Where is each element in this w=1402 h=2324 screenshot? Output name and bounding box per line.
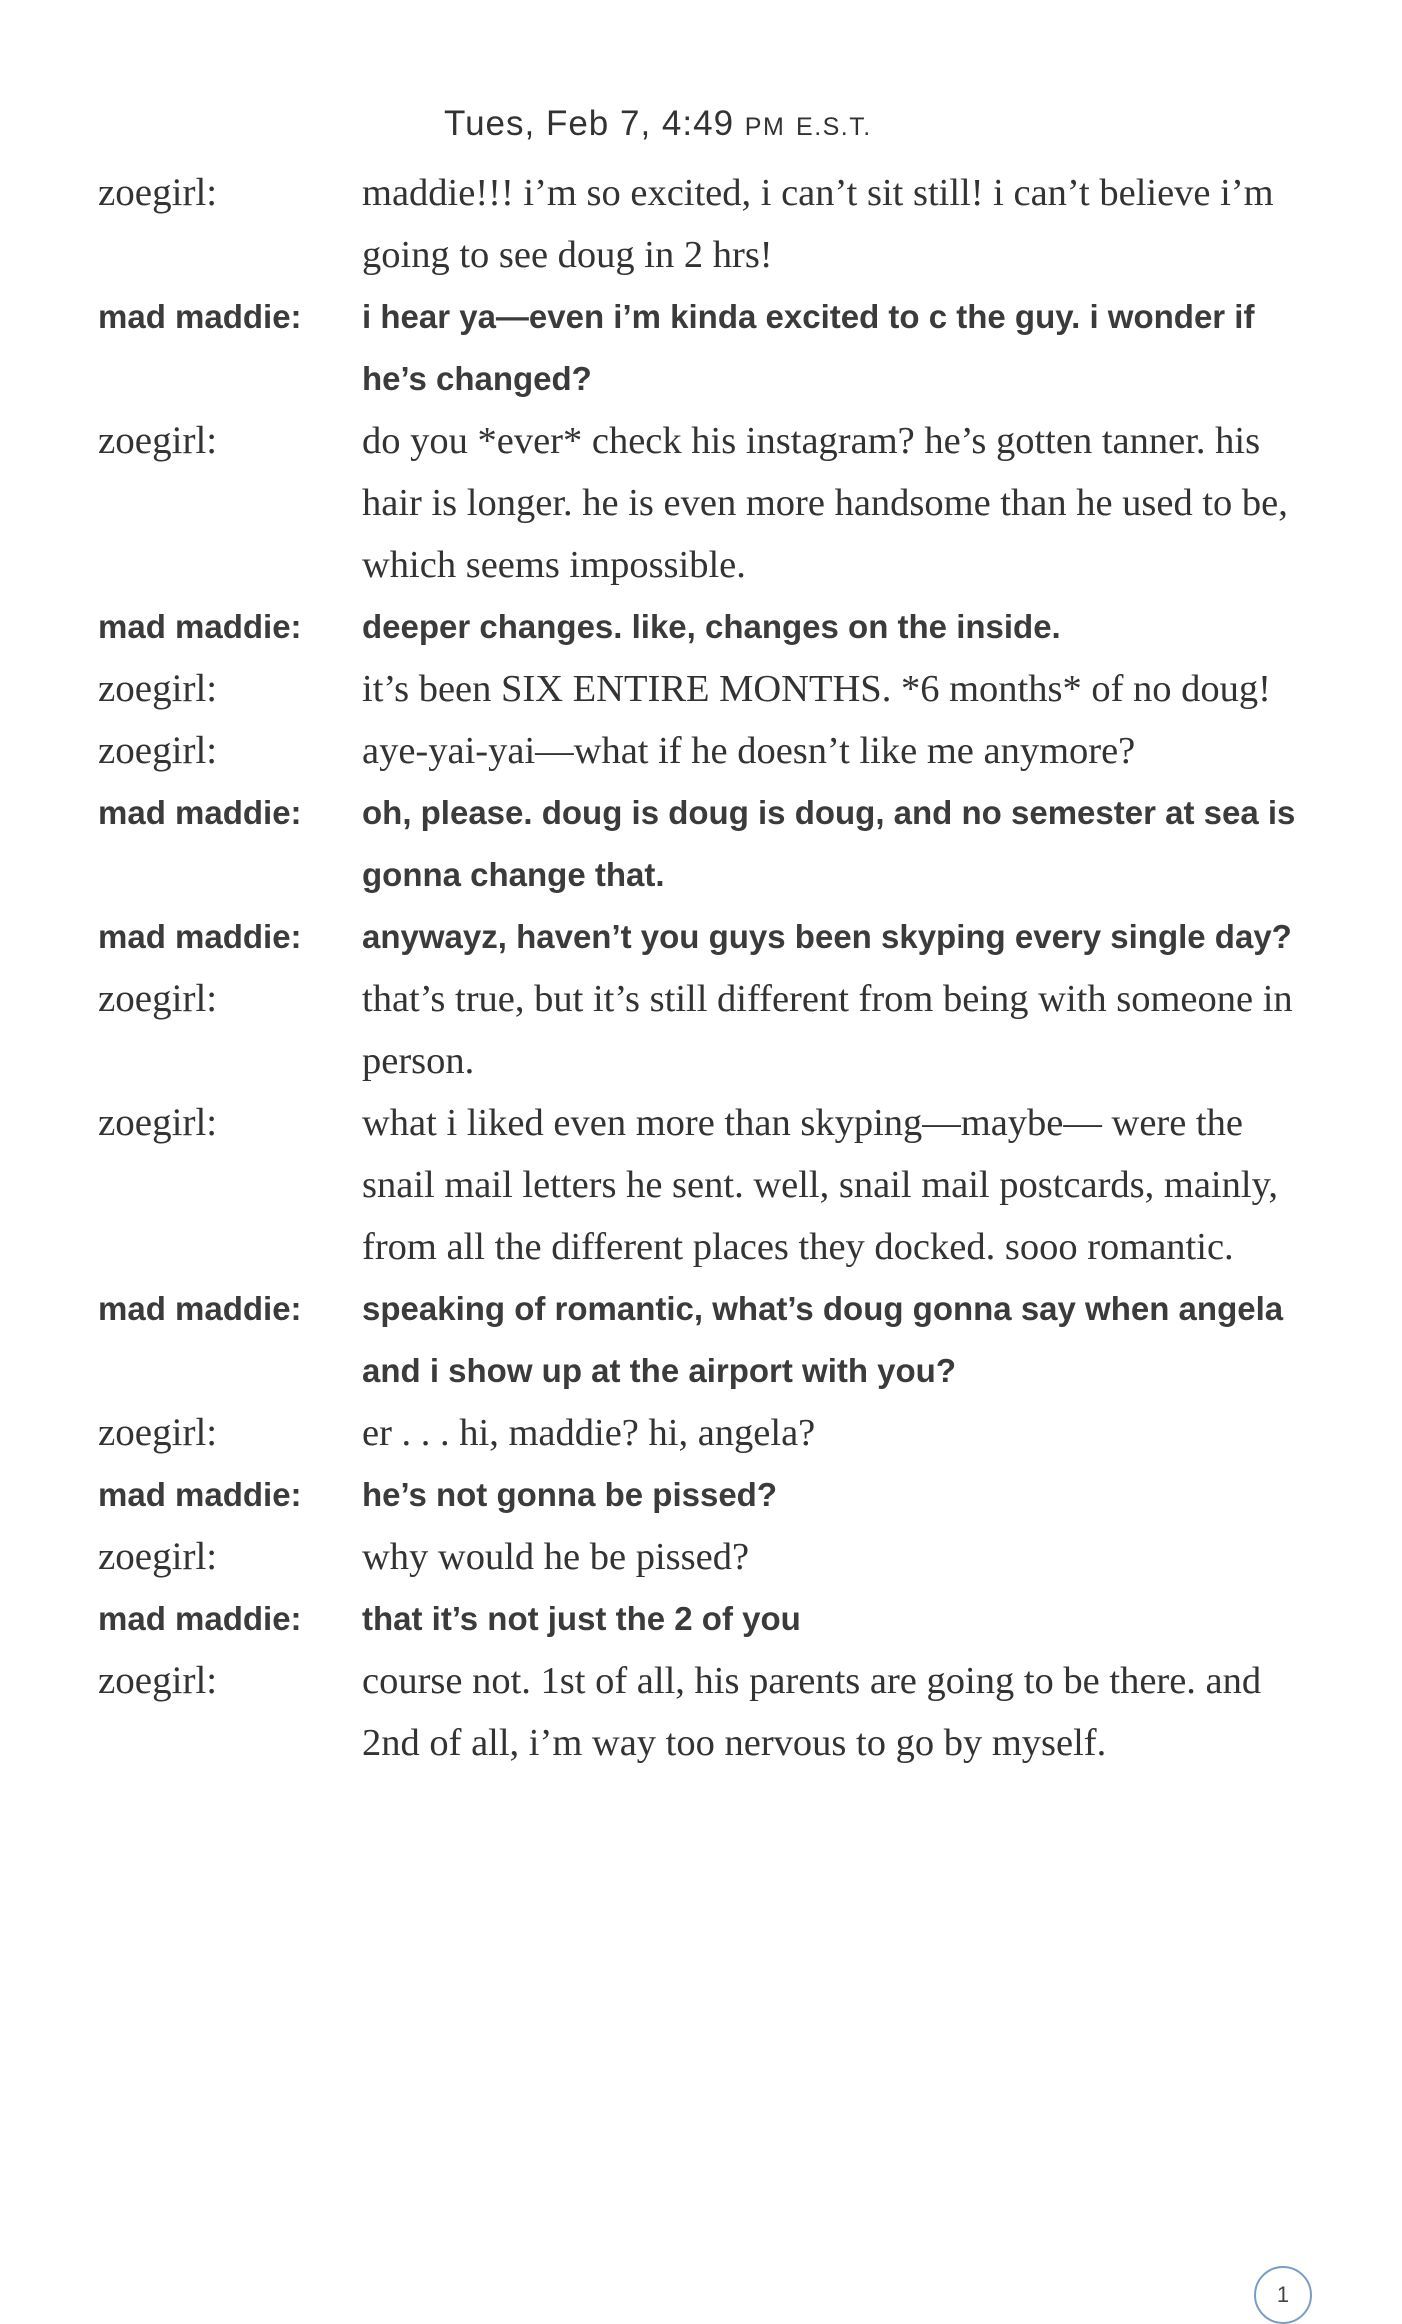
sender-name: mad maddie: bbox=[98, 1476, 302, 1513]
sender-name: mad maddie: bbox=[98, 1600, 302, 1637]
chat-message bbox=[98, 720, 1298, 782]
timestamp-timezone: E.S.T. bbox=[796, 113, 872, 141]
chat-message bbox=[98, 1278, 1298, 1402]
chat-message bbox=[98, 1402, 1298, 1464]
chat-message bbox=[98, 1588, 1298, 1650]
message-text: anywayz, haven’t you guys been skyping every single day? bbox=[362, 918, 1292, 955]
message-text: i hear ya—even i’m kinda excited to c the guy. i wonder if he’s changed? bbox=[362, 298, 1255, 397]
timestamp-time: 4:49 bbox=[661, 104, 735, 143]
sender-name: mad maddie: bbox=[98, 608, 302, 645]
chat-message bbox=[98, 1526, 1298, 1588]
chat-transcript bbox=[98, 162, 1298, 1774]
sender-name: zoegirl: bbox=[98, 667, 218, 710]
page-number: 1 bbox=[1254, 2266, 1312, 2324]
message-text: oh, please. doug is doug is doug, and no semester at sea is gonna change that. bbox=[362, 794, 1296, 893]
chat-message bbox=[98, 1092, 1298, 1278]
message-text: speaking of romantic, what’s doug gonna say when angela and i show up at the airport with you? bbox=[362, 1290, 1284, 1389]
message-text: it’s been SIX ENTIRE MONTHS. *6 months* of no doug! bbox=[362, 668, 1271, 710]
sender-name: zoegirl: bbox=[98, 977, 218, 1020]
chat-timestamp bbox=[444, 104, 872, 144]
message-text: that it’s not just the 2 of you bbox=[362, 1600, 801, 1637]
chat-message bbox=[98, 410, 1298, 596]
sender-name: zoegirl: bbox=[98, 1535, 218, 1578]
chat-message bbox=[98, 658, 1298, 720]
timestamp-ampm: PM bbox=[744, 113, 786, 141]
sender-name: zoegirl: bbox=[98, 1659, 218, 1702]
chat-message bbox=[98, 1650, 1298, 1774]
message-text: that’s true, but it’s still different from being with someone in person. bbox=[362, 978, 1293, 1082]
chat-message bbox=[98, 286, 1298, 410]
message-text: aye-yai-yai—what if he doesn’t like me anymore? bbox=[362, 730, 1136, 772]
sender-name: mad maddie: bbox=[98, 1290, 302, 1327]
sender-name: zoegirl: bbox=[98, 729, 218, 772]
message-text: deeper changes. like, changes on the inside. bbox=[362, 608, 1061, 645]
timestamp-date: Tues, Feb 7, bbox=[444, 104, 652, 143]
message-text: why would he be pissed? bbox=[362, 1536, 750, 1578]
chat-message bbox=[98, 782, 1298, 906]
message-text: maddie!!! i’m so excited, i can’t sit still! i can’t believe i’m going to see doug in 2 hrs! bbox=[362, 172, 1274, 276]
message-text: what i liked even more than skyping—maybe— were the snail mail letters he sent. well, snail mail postcards, mainly, from all the different places they docked. sooo romantic. bbox=[362, 1102, 1278, 1268]
message-text: he’s not gonna be pissed? bbox=[362, 1476, 777, 1513]
message-text: do you *ever* check his instagram? he’s gotten tanner. his hair is longer. he is even more handsome than he used to be, which seems impossible. bbox=[362, 420, 1288, 586]
chat-message bbox=[98, 968, 1298, 1092]
sender-name: zoegirl: bbox=[98, 1101, 218, 1144]
chat-message bbox=[98, 906, 1298, 968]
chat-message bbox=[98, 596, 1298, 658]
message-text: course not. 1st of all, his parents are going to be there. and 2nd of all, i’m way too nervous to go by myself. bbox=[362, 1660, 1262, 1764]
chat-message bbox=[98, 162, 1298, 286]
sender-name: zoegirl: bbox=[98, 171, 218, 214]
sender-name: mad maddie: bbox=[98, 794, 302, 831]
message-text: er . . . hi, maddie? hi, angela? bbox=[362, 1412, 816, 1454]
sender-name: zoegirl: bbox=[98, 419, 218, 462]
sender-name: zoegirl: bbox=[98, 1411, 218, 1454]
sender-name: mad maddie: bbox=[98, 918, 302, 955]
chat-message bbox=[98, 1464, 1298, 1526]
sender-name: mad maddie: bbox=[98, 298, 302, 335]
